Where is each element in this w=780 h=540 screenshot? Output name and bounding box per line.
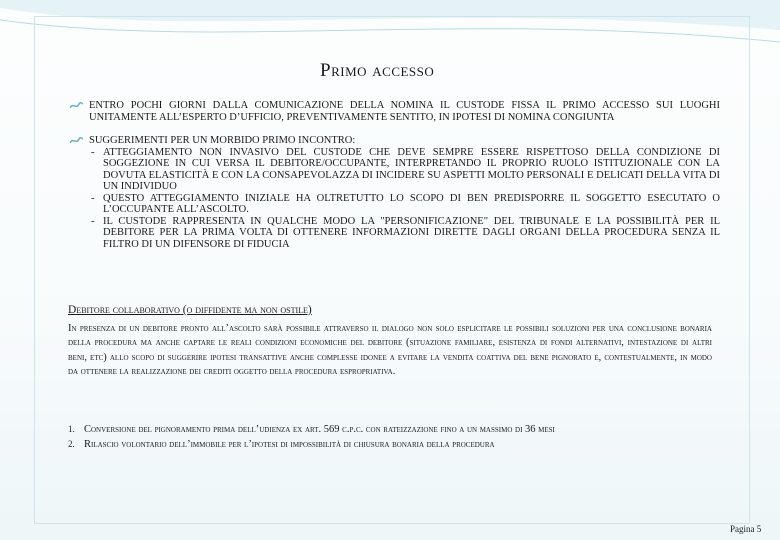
body-paragraph: In presenza di un debitore pronto all’ascolto sarà possibile attraverso il dialogo non solo esplicitare le possibili soluzioni per una conclusione bonaria della procedura ma anche captare le reali condizioni economiche del debitore (situazione familiare, esistenza di fondi alternativi, intestazione di altri beni, etc) allo scopo di suggerire ipotesi transattive anche complesse idonee a evitare la vendita coattiva del bene pignorato e, contestualmente, in modo da ottenere la realizzazione dei crediti oggetto della procedura espropriativa. [68,323,712,378]
wave-bullet-icon [70,137,83,145]
sub-item [89,216,720,251]
sub-item [89,147,720,193]
bullet-text: SUGGERIMENTI PER UN MORBIDO PRIMO INCONTRO: [89,135,356,146]
bullet-text: ENTRO POCHI GIORNI DALLA COMUNICAZIONE DELLA NOMINA IL CUSTODE FISSA IL PRIMO ACCESSO SUI LUOGHI UNITAMENTE ALL’ESPERTO D’UFFICIO, PREVENTIVAMENTE SENTITO, IN IPOTESI DI NOMINA CONGIUNTA [89,100,720,123]
dash-icon: - [91,146,95,158]
wave-bullet-icon [70,102,83,110]
section-heading: Debitore collaborativo (o diffidente ma non ostile) [68,304,312,316]
bullet-item [70,100,720,123]
sub-item-text: ATTEGGIAMENTO NON INVASIVO DEL CUSTODE CHE DEVE SEMPRE ESSERE RISPETTOSO DELLA CONDIZIONE DI SOGGEZIONE IN CUI VERSA IL DEBITORE/OCCUPANTE, INTERPRETANDO IL PROPRIO RUOLO ISTITUZIONALE CON LA DOVUTA ELASTICITÀ E CON LA CONSAPEVOLAZZA DI INCIDERE SU ASPETTI MOLTO PERSONALI E DELICATI DELLA VITA DI UN INDIVIDUO [103,146,720,192]
bullet-list [70,100,720,262]
bullet-item [70,135,720,250]
slide-title: Primo accesso [320,60,435,81]
numbered-item [68,437,728,452]
page-number: Pagina 5 [730,524,762,534]
numbered-item [68,422,728,437]
numbered-list [68,422,728,452]
dash-icon: - [91,192,95,204]
item-text: Rilascio volontario dell’immobile per l’ipotesi di impossibilità di chiusura bonaria della procedura [84,439,495,450]
sub-item-text: QUESTO ATTEGGIAMENTO INIZIALE HA OLTRETUTTO LO SCOPO DI BEN PREDISPORRE IL SOGGETTO ESECUTATO O L’OCCUPANTE ALL’ASCOLTO. [103,192,720,215]
item-number: 1. [68,424,75,434]
sub-item-text: IL CUSTODE RAPPRESENTA IN QUALCHE MODO LA "PERSONIFICAZIONE" DEL TRIBUNALE E LA POSSIBILITÀ PER IL DEBITORE PER LA PRIMA VOLTA DI OTTENERE INFORMAZIONI DIRETTE DAGLI ORGANI DELLA PROCEDURA SENZA IL FILTRO DI UN DIFENSORE DI FIDUCIA [103,215,720,250]
item-number: 2. [68,439,75,449]
item-text: Conversione del pignoramento prima dell’udienza ex art. 569 c.p.c. con rateizzazione fino a un massimo di 36 mesi [84,424,555,435]
dash-icon: - [91,215,95,227]
sub-item [89,193,720,216]
